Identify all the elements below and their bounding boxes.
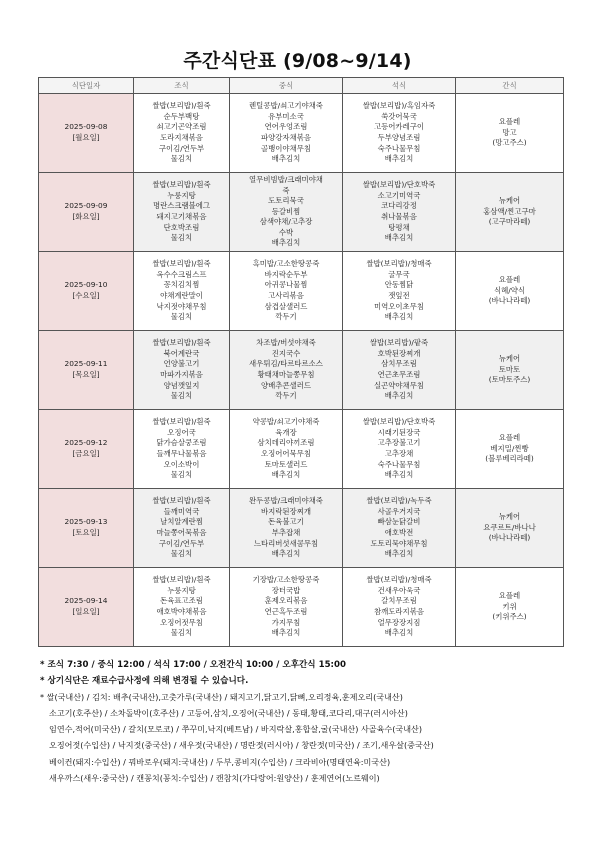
dinner-item: 배추김치 [384,233,414,243]
snack-item: (바나나라떼) [488,296,531,306]
lunch-item: 육개장 [275,427,297,437]
lunch-item: 돈육불고기 [268,517,304,527]
breakfast-item: 단호박조림 [163,222,200,232]
lunch-item: 가지무침 [271,617,301,627]
dinner-item: 호박된장찌개 [377,348,421,358]
header-breakfast: 조식 [134,78,230,94]
weekday-text: [일요일] [72,607,100,616]
breakfast-item: 물김치 [170,312,193,322]
breakfast-item: 물김치 [170,233,193,243]
dinner-item: 배추김치 [384,628,414,638]
snack-item: 요플레 [498,591,521,601]
snack-item: (키위주스) [492,612,527,622]
header-row [39,78,564,94]
dinner-item: 쌀밥(보리밥)/흑임자죽 [362,101,436,111]
snack-cell [456,252,564,331]
dinner-item: 사골우거지국 [377,506,421,516]
lunch-item: 진지국수 [271,348,301,358]
breakfast-item: 물김치 [170,549,193,559]
lunch-item: 부추잡채 [271,528,301,537]
breakfast-item: 쌀밥(보리밥)/흰죽 [152,417,211,427]
menu-row [39,173,564,252]
dinner-item: 쌀밥(보리밥)/단호박죽 [362,417,436,427]
dinner-item: 고추장채 [384,449,414,458]
breakfast-item: 마파가지볶음 [160,370,203,379]
day-cell [39,410,134,489]
breakfast-cell [134,173,230,252]
breakfast-item: 낙지젓야채무침 [156,301,207,311]
dinner-item: 미역오이초무침 [374,301,424,311]
lunch-item: 깍두기 [275,312,297,322]
snack-cell [456,410,564,489]
date-text: 2025-09-08 [64,122,108,132]
breakfast-item: 오이소박이 [163,459,200,469]
dinner-item: 애호박전 [384,528,414,537]
date-text: 2025-09-10 [64,280,108,290]
lunch-item: 골뱅이야채무침 [261,143,311,153]
lunch-item: 장터국밥 [271,585,301,595]
weekday-text: [월요일] [72,133,100,142]
breakfast-item: 물김치 [170,391,193,401]
snack-item: 요쿠르트/바나나 [483,522,536,532]
breakfast-item: 쌀밥(보리밥)/흰죽 [152,259,211,269]
breakfast-item: 쌀밥(보리밥)/흰죽 [152,496,211,506]
date-text: 2025-09-13 [64,517,108,527]
breakfast-item: 닭가슴살쿵조림 [156,438,207,448]
day-cell [39,173,134,252]
dinner-item: 쌀밥(보리밥)/단호박죽 [362,180,436,190]
breakfast-cell [134,331,230,410]
day-cell [39,94,134,173]
dinner-item: 굴무국 [388,269,410,279]
snack-item: 식혜/약식 [493,285,526,295]
breakfast-item: 물김치 [170,470,193,480]
dinner-item: 쌀밥(보리밥)/청매죽 [366,575,432,585]
lunch-item: 연근흑두조림 [264,607,308,616]
snack-cell [456,489,564,568]
breakfast-item: 돈육표고조림 [160,596,203,606]
dinner-item: 시래기된장국 [377,427,421,437]
lunch-item: 고사리볶음 [268,291,304,300]
breakfast-item: 구이김/연두부 [158,538,205,548]
dinner-item: 쌀밥(보리밥)/팥죽 [369,338,429,348]
origin-line: 베이컨(돼지:수입산) / 꿔바로우(돼지:국내산) / 두부,콩비지(수입산) / 크라비아(명태연육:미국산) [49,756,391,767]
origin-line: 오징어젓(수입산) / 낙지젓(중국산) / 새우젓(국내산) / 명란젓(러시아) / 창란젓(미국산) / 조기,새우살(중국산) [49,740,434,751]
dinner-item: 숙주나물무침 [377,459,421,469]
dinner-item: 빠삼눈닭갈비 [377,517,421,527]
date-text: 2025-09-09 [64,201,108,211]
menu-row [39,252,564,331]
breakfast-item: 쌀밥(보리밥)/흰죽 [152,575,211,585]
lunch-cell [230,94,343,173]
header-date: 식단일자 [39,78,134,94]
header-snack: 간식 [456,78,564,94]
lunch-item: 죽 [282,185,290,195]
dinner-item: 배추김치 [384,391,414,401]
lunch-item: 차조밥/버섯야채죽 [256,338,316,348]
day-cell [39,331,134,410]
snack-item: 홍삼액/찐고구마 [483,206,536,216]
dinner-item: 잿잎전 [388,291,410,300]
lunch-item: 토마토샐러드 [264,459,308,469]
date-text: 2025-09-14 [64,596,108,606]
dinner-item: 탕평채 [388,222,410,232]
lunch-item: 황태채마늘쫑무침 [257,370,315,379]
dinner-item: 소고기미역국 [377,190,421,200]
dinner-cell [343,173,456,252]
breakfast-item: 물김치 [170,154,193,164]
day-cell [39,568,134,647]
snack-item: (고구마라떼) [488,217,531,227]
snack-item: 요플레 [498,117,521,127]
header-lunch: 중식 [230,78,343,94]
dinner-cell [343,568,456,647]
dinner-item: 코다리강정 [381,201,417,211]
lunch-item: 배추김치 [271,154,301,164]
lunch-item: 렌틸콩밥/쇠고기야채죽 [249,101,323,111]
breakfast-cell [134,568,230,647]
snack-item: 키위 [502,601,517,611]
date-text: 2025-09-11 [64,359,108,369]
breakfast-item: 언양불고기 [163,359,200,369]
dinner-cell [343,489,456,568]
breakfast-item: 북어계란국 [163,348,200,358]
lunch-item: 깍두기 [275,391,297,401]
lunch-cell [230,331,343,410]
weekday-text: [토요일] [72,528,100,537]
lunch-item: 기장밥/고소한땅콩죽 [252,575,320,585]
menu-row [39,94,564,173]
lunch-item: 삼색야채/고추장 [259,217,313,227]
dinner-item: 배추김치 [384,154,414,164]
lunch-cell [230,173,343,252]
lunch-item: 아귀콩나물찜 [264,280,308,290]
lunch-item: 유부미소국 [268,111,304,121]
dinner-item: 두부양념조림 [377,133,421,142]
breakfast-item: 순두부백탕 [163,111,200,121]
breakfast-item: 야채계란말이 [160,291,203,300]
dinner-item: 고등어카레구이 [374,122,424,132]
weekday-text: [금요일] [72,449,100,458]
dinner-item: 건새우아욱국 [377,585,421,595]
breakfast-item: 누룽지탕 [167,190,196,200]
lunch-item: 바지락된장찌개 [261,506,311,516]
weekday-text: [목요일] [72,370,100,379]
breakfast-item: 명란스크램블에그 [152,201,211,211]
breakfast-item: 쌀밥(보리밥)/흰죽 [152,101,211,111]
breakfast-item: 쌀밥(보리밥)/흰죽 [152,338,211,348]
snack-cell [456,173,564,252]
dinner-item: 쑥갓어묵국 [381,111,417,121]
lunch-cell [230,489,343,568]
menu-row [39,331,564,410]
breakfast-item: 쇠고기곤약조림 [156,122,207,132]
origin-line: * 쌀(국내산) / 김치: 배추(국내산),고춧가루(국내산) / 돼지고기,닭고기,닭뼈,오리정육,훈제오리(국내산) [40,692,403,703]
dinner-item: 취나물볶음 [381,212,417,221]
date-text: 2025-09-12 [64,438,108,448]
menu-row [39,410,564,489]
day-cell [39,489,134,568]
origin-line: 임연수,적어(미국산) / 갈치(모로코) / 쭈꾸미,낙지(베트남) / 바지락살,홍합살,굴(국내산) 사골육수(국내산) [49,724,422,735]
dinner-item: 배추김치 [384,549,414,559]
lunch-cell [230,252,343,331]
snack-item: 요플레 [498,433,521,443]
dinner-item: 쌀밥(보리밥)/녹두죽 [366,496,432,506]
menu-table [38,77,564,647]
dinner-item: 도토리묵야채무침 [370,538,428,548]
dinner-cell [343,252,456,331]
lunch-item: 새우튀김/타르타르소스 [249,359,323,369]
dinner-item: 실곤약야채무침 [374,380,424,390]
breakfast-item: 꽁치김치찜 [163,280,200,290]
origin-line: 새우까스(새우:중국산) / 캔꽁치(꽁치:수입산) / 캔참치(가다랑어:원양산) / 훈제연어(노르웨이) [49,772,380,783]
snack-item: (토마토주스) [488,375,531,385]
lunch-item: 배추김치 [271,470,301,480]
dinner-item: 삼치무조림 [381,359,417,369]
lunch-cell [230,410,343,489]
lunch-cell [230,568,343,647]
breakfast-item: 애호박야채볶음 [156,607,207,616]
breakfast-cell [134,489,230,568]
menu-change-note: * 상기식단은 재료수급사정에 의해 변경될 수 있습니다. [40,676,249,687]
menu-row [39,568,564,647]
lunch-item: 도토리묵국 [268,196,304,206]
dinner-item: 연근초무조림 [377,370,421,379]
meal-times-note: * 조식 7:30 / 중식 12:00 / 석식 17:00 / 오전간식 10:00 / 오후간식 15:00 [40,660,346,670]
dinner-item: 배추김치 [384,470,414,480]
breakfast-item: 쌀밥(보리밥)/흰죽 [152,180,211,190]
origin-line: 소고기(호주산) / 소차돌박이(호주산) / 고등어,삼치,오징어(국내산) / 동태,황태,코다리,대구(러시아산) [49,708,408,719]
snack-item: (블루베리라떼) [485,454,534,464]
breakfast-item: 들깨무나물볶음 [156,449,207,458]
lunch-item: 열무비빔밥/크래미야채 [249,174,323,184]
lunch-item: 흑미밥/고소한땅콩죽 [252,259,320,269]
lunch-item: 바지락순두부 [264,269,308,279]
weekday-text: [수요일] [72,291,100,300]
snack-cell [456,568,564,647]
snack-item: 뉴케어 [498,512,521,522]
snack-cell [456,331,564,410]
snack-item: 토마토 [498,364,521,374]
breakfast-cell [134,94,230,173]
dinner-cell [343,410,456,489]
dinner-item: 배추김치 [384,312,414,322]
dinner-item: 얼무장장지짐 [377,617,421,627]
snack-item: 뉴케어 [498,196,521,206]
page-title: 주간식단표 (9/08~9/14) [183,50,412,72]
breakfast-item: 옥수수크림스프 [156,269,207,279]
dinner-item: 쌀밥(보리밥)/청매죽 [366,259,432,269]
breakfast-item: 돼지고기채볶음 [156,212,207,221]
dinner-cell [343,331,456,410]
breakfast-item: 오징어국 [167,427,196,437]
snack-cell [456,94,564,173]
breakfast-item: 양념깻잎지 [163,380,200,390]
snack-item: 요플레 [498,275,521,285]
lunch-item: 수박 [278,227,294,237]
menu-row [39,489,564,568]
origin-notes [40,689,575,786]
snack-item: 뉴케어 [498,354,521,364]
snack-item: (망고주스) [492,138,527,148]
snack-item: (바나나라떼) [488,533,531,543]
lunch-item: 오징어어묵무침 [261,449,311,458]
dinner-item: 갈치무조림 [381,596,417,606]
lunch-item: 완두콩밥/크래미야채죽 [249,496,323,506]
dinner-cell [343,94,456,173]
day-cell [39,252,134,331]
lunch-item: 배추김치 [271,628,301,638]
dinner-item: 숙주나물무침 [377,143,421,153]
breakfast-cell [134,252,230,331]
breakfast-cell [134,410,230,489]
breakfast-item: 누룽지탕 [167,585,196,595]
dinner-item: 고추장불고기 [377,438,421,448]
lunch-item: 배추김치 [271,238,301,248]
snack-item: 베지밀/찐빵 [490,443,529,453]
breakfast-item: 오징어젓무침 [160,617,203,627]
lunch-item: 등갈비찜 [271,206,301,216]
weekday-text: [화요일] [72,212,100,221]
lunch-item: 연어우엉조림 [264,122,308,132]
lunch-item: 삼치데리야끼조림 [257,438,315,448]
lunch-item: 배추김치 [271,549,301,559]
breakfast-item: 들깨미역국 [163,506,200,516]
breakfast-item: 도라지채볶음 [160,133,203,142]
notes [40,657,575,786]
lunch-item: 파양강자채볶음 [261,133,311,142]
dinner-item: 안동찜닭 [384,280,414,290]
breakfast-item: 물김치 [170,628,193,638]
lunch-item: 훈제오리볶음 [264,596,308,606]
snack-item: 망고 [502,127,517,137]
lunch-item: 느타리버섯새콤무침 [253,538,319,548]
lunch-item: 삼겹살샐러드 [264,301,308,311]
breakfast-item: 날치알계란찜 [160,517,203,527]
header-dinner: 석식 [343,78,456,94]
lunch-item: 양배추콘샐러드 [261,380,311,390]
lunch-item: 약콩밥/쇠고기야채죽 [252,417,320,427]
breakfast-item: 마늘쫑어묵볶음 [156,528,207,537]
breakfast-item: 구이김/연두부 [158,143,205,153]
dinner-item: 참깨도라지볶음 [374,607,424,616]
